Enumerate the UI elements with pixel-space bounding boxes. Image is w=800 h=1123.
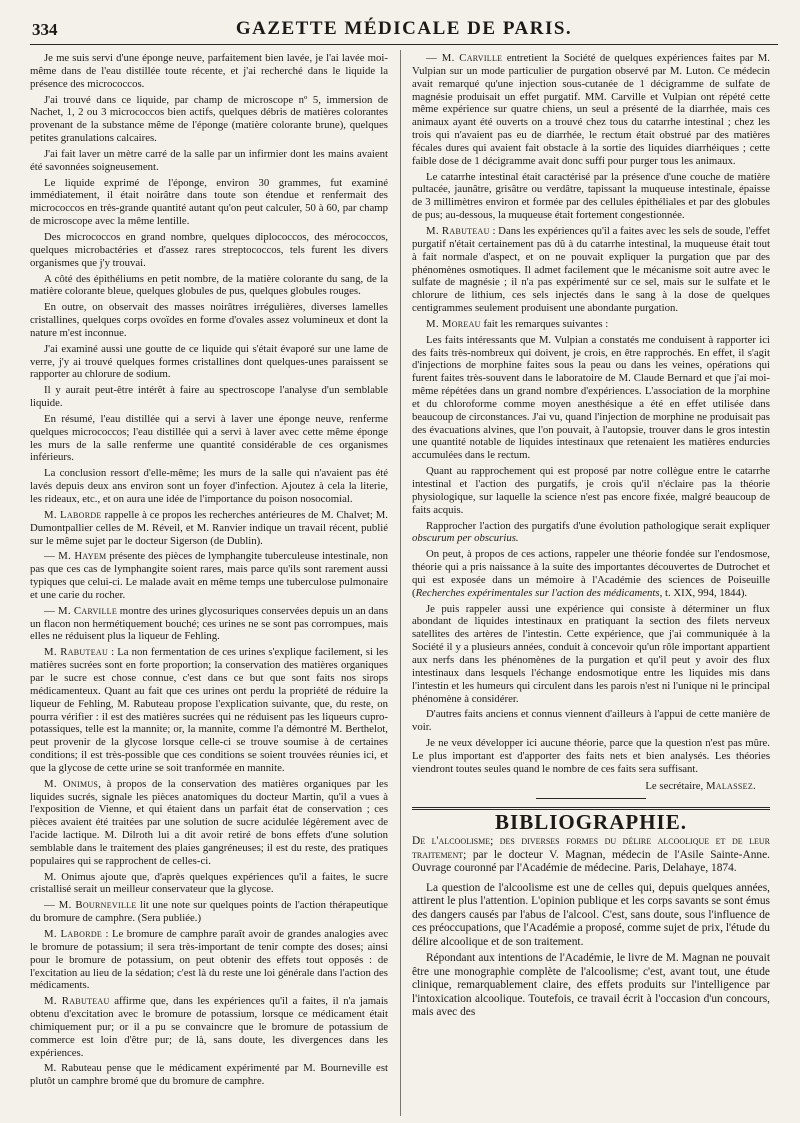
signature: [412, 780, 770, 793]
paragraph: En résumé, l'eau distillée qui a servi à laver une éponge neuve, renferme quelques micrococcos; l'eau distillée qui a servi à laver avec cette même éponge les murs de la salle renferme une quantité considérable de ces organismes inférieurs.: [30, 412, 388, 464]
paragraph-text: montre des urines glycosuriques conservées depuis un an dans un flacon non hermétiquement bouché; ces urines ne se sont pas corrompues, mais elles ne réduisent plus la liqueur de Fehling.: [30, 604, 388, 643]
paragraph: [30, 550, 388, 601]
paragraph: Quant au rapprochement qui est proposé par notre collègue entre le catarrhe intestinal et l'action des purgatifs, je crois qu'il n'éclaire pas la théorie physiologique, sur laquelle la science n'est pas encore fixée, malgré beaucoup de faits acquis.: [412, 465, 770, 516]
paragraph-text: , à propos de la conservation des matières organiques par les liquides sucrés, signale les pièces anatomiques du docteur Martin, qu'il a vues à l'exposition de Vienne, et qui étaient dans un parfait état de conservation ; ces pièces avaient été traitées par une solution de sucre acidulée légèrement avec de l'acide lactique. M. Dilroth lui a dit avoir retiré de bons effets d'une solution semblable dans le traitement des plaies gangréneuses; il est du reste, des pratiques populaires qui se rapprochent de celles-ci.: [30, 777, 388, 867]
bibliography-heading: BIBLIOGRAPHIE.: [495, 810, 687, 835]
paragraph-text: affirme que, dans les expériences qu'il a faites, il n'a jamais obtenu d'excitation avec le bromure de potassium, lorsque ce médicament était chimiquement pur; or il a pu se convaincre que le bromure de potassium de commerce est loin d'être pur; de là, sans doute, les divergences dans les expériences.: [30, 995, 388, 1059]
paragraph: [412, 548, 770, 599]
paragraph: [412, 52, 770, 168]
paragraph: J'ai examiné aussi une goutte de ce liquide qui s'était évaporé sur une lame de verre, j'y ai trouvé quelques formes cristallines dont quelques-unes paraissent se rapporter au chlorure de sodium.: [30, 342, 388, 381]
book-title: De l'alcoolisme; des diverses formes du délire alcoolique et de leur traitement: [412, 835, 770, 861]
paragraph: M. Onimus ajoute que, d'après quelques expériences qu'il a faites, le sucre cristallisé serait un meilleur conservateur que la glycose.: [30, 870, 388, 896]
bibliography-entry: [412, 835, 770, 876]
speaker-name: M. Onimus: [44, 777, 99, 790]
paragraph-text: fait les remarques suivantes :: [480, 317, 609, 330]
paragraph: [412, 520, 770, 546]
book-details: ; par le docteur V. Magnan, médecin de l'Asile Sainte-Anne. Ouvrage couronné par l'Académie de médecine. Paris, Delahaye, 1874.: [412, 848, 770, 875]
paragraph: J'ai fait laver un mètre carré de la salle par un infirmier dont les mains avaient été savonnées soigneusement.: [30, 147, 388, 173]
speaker-name: — M. Carville: [426, 52, 503, 64]
speaker-name: M. Laborde: [44, 928, 103, 940]
paragraph-text: : Dans les expériences qu'il a faites avec les sels de soude, l'effet purgatif n'était certainement pas dû à du catarrhe intestinal, la muqueuse était tout à fait normale d'aspect, et on ne pouvait expliquer la purgation que par des phénomènes osmotiques. Il admet facilement que le mécanisme soit autre avec le sulfate de magnésie ; il n'a pas expérimenté sur ce sel, mais sur le sulfate et le chlorure de lithium, ces sels injectés dans le sang à la dose de quelques centigrammes seulement produisent une abondante purgation.: [412, 224, 770, 315]
paragraph: [412, 225, 770, 315]
speaker-name: M. Rabuteau: [44, 646, 109, 659]
paragraph-text: , t. XIX, 994, 1844).: [659, 586, 748, 599]
paragraph: [30, 778, 388, 868]
paragraph-text: rappelle à ce propos les recherches antérieures de M. Chalvet; M. Dumontpallier celles de M. Réveil, et M. Ranvier indique un travail récent, publié sur le même sujet par le docteur Sigerson (de Dublin).: [30, 508, 388, 547]
paragraph: [30, 928, 388, 992]
column-divider: [400, 50, 401, 1116]
section-divider: [536, 798, 646, 799]
paragraph: [412, 318, 770, 331]
paragraph: [30, 995, 388, 1059]
paragraph: [30, 646, 388, 774]
paragraph: Les faits intéressants que M. Vulpian a constatés me conduisent à rapporter ici des faits très-nombreux qui doivent, je crois, en être rapprochés. En effet, il s'agit d'injections de morphine faites sous la peau ou dans les veines, opérations qui furent faites très-souvent dans le laboratoire de M. Claude Bernard et que j'ai moi-même répétées dans un grand nombre d'expériences. L'association de la morphine et du chloroforme comme moyen anesthésique a été en effet utilisée dans beaucoup de circonstances. J'ai vu, quand l'injection de morphine ne produisait pas des évacuations alvines, que l'on pouvait, à l'autopsie, trouver dans le gros intestin une quantité notable de liquides intestinaux que retenaient les matières endurcies accumulées dans le rectum.: [412, 333, 770, 462]
paragraph: Je puis rappeler aussi une expérience qui consiste à déterminer un flux abondant de liquides intestinaux en pratiquant la section des filets nerveux satellites des artères de l'intestin. Cette expérience, que j'ai communiquée à la Société il y a plusieurs années, conduit à concevoir qu'un rôle important appartient aux nerfs dans les phénomènes de la purgation et qu'il peut y avoir des flux intestinaux dans lesquels l'échange endosmotique entre les liquides mis dans l'intestin et les humeurs qui circulent dans les parois n'est ni l'unique ni le principal phénomène à considérer.: [412, 602, 770, 705]
paragraph: En outre, on observait des masses noirâtres irrégulières, diverses lamelles cristallines, quelques corps ovoïdes en forme d'ovales assez volumineux et dont la nature m'est inconnue.: [30, 301, 388, 339]
paragraph-text: entretient la Société de quelques expériences faites par M. Vulpian sur un mode particulier de purgation observé par M. Luton. Ce médecin avait remarqué qu'une injection sous-cutanée de 1 décigramme de sulfate de magnésie produisait un effet purgatif. MM. Carville et Vulpian ont répété cette même expérience sur quatre chiens, un seul a présenté de la diarrhée, mais ces animaux ayant été ouverts on a trouvé chez tous du catarrhe intestinal ; chez les trois qui n'avaient pas eu de diarrhée, le rectum était obstrué par des matières fécales dures qui avaient fait obstacle à la sortie des liquides diarrhéiques ; cette faible dose de 1 décigramme avait donc suffi pour purger tous les animaux.: [412, 52, 770, 167]
paragraph: Je ne veux développer ici aucune théorie, parce que la question n'est pas mûre. Le plus important est d'apporter des faits nets et bien analysés. Les théories viendront toutes seules quand le nombre de ces faits sera suffisant.: [412, 737, 770, 775]
paragraph: La question de l'alcoolisme est une de celles qui, depuis quelques années, attirent le plus l'attention. L'opinion publique et les corps savants se sont émus des dangers causés par l'abus de l'alcool. C'est, sans doute, sous l'influence de ces préoccupations, que l'Académie a proposé, comme sujet de prix, l'étude du délire alcoolique et de son traitement.: [412, 881, 770, 948]
paragraph: M. Rabuteau pense que le médicament expérimenté par M. Bourneville est plutôt un camphre bromé que du bromure de camphre.: [30, 1062, 388, 1088]
latin-phrase: obscurum per obscurius.: [412, 532, 519, 545]
paragraph-text: On peut, à propos de ces actions, rappeler une théorie fondée sur l'endosmose, théorie qui a pris naissance à la suite des importantes découvertes de Dutrochet et qui est exposée dans un mémoire à l'Académie des sciences de Poiseuille (: [412, 548, 770, 599]
left-column: [30, 52, 388, 1116]
speaker-name: — M. Carville: [44, 604, 118, 617]
paragraph: Le liquide exprimé de l'éponge, environ 30 grammes, fut examiné immédiatement, il était noirâtre dans toute son étendue et renfermait des micrococcos en très-grande quantité autant qu'on peut calculer, 50 à 60, par champ de microscope avec la même lentille.: [30, 176, 388, 228]
paragraph-text: : La non fermentation de ces urines s'explique facilement, si les matières sucrées sont en forte proportion; la conservation des matières organiques par le sucre est chose connue, c'est dans ce but que sont faits nos sirops médicamenteux. Quant au fait que ces urines ont perdu la propriété de réduire la liqueur de Fehling, M. Rabuteau propose l'explication suivante, que, du reste, on pourra vérifier : il est des matières sucrées qui ne réduisent pas les liqueurs cupro-potassiques, telle est la mannite; or, la mannite, comme l'a démontré M. Berthelot, peut provenir de la glycose lorsque celle-ci se trouve soumise à de certaines conditions; il est très-possible que ces conditions se soient trouvées réunies ici, et que la glycose de cette urine se soit tranformée en mannite.: [30, 646, 388, 774]
paragraph: Il y aurait peut-être intérêt à faire au spectroscope l'analyse d'un semblable liquide.: [30, 384, 388, 410]
speaker-name: M. Laborde: [44, 508, 102, 521]
paragraph: A côté des épithéliums en petit nombre, de la matière colorante du sang, de la matière colorante bleue, quelques globules de pus, quelques globules rouges.: [30, 272, 388, 298]
speaker-name: M. Rabuteau: [44, 995, 110, 1008]
paragraph: [30, 605, 388, 644]
paragraph: Répondant aux intentions de l'Académie, le livre de M. Magnan ne pouvait être une monographie complète de l'alcoolisme; c'est, avant tout, une étude clinique, remarquablement claire, des effets produits sur l'intelligence par l'intoxication alcoolique. Toutefois, ce travail écrit à l'occasion d'un concours, mais avec des: [412, 952, 770, 1019]
paragraph-text: présente des pièces de lymphangite tuberculeuse intestinale, non pas que ces cas de lymphangite soient rares, mais parce qu'ils sont rarement aussi typiques que celui-ci. Le malade avait en même temps une tuberculose pulmonaire et une carie du rocher.: [30, 550, 388, 601]
speaker-name: M. Rabuteau: [426, 224, 490, 237]
signature-role: Le secrétaire,: [645, 779, 706, 792]
paragraph: Des micrococcos en grand nombre, quelques diplococcos, des mérococcos, quelques microbactéries et d'assez rares streptococcos, tels furent les divers organismes que j'y trouvai.: [30, 230, 388, 269]
speaker-name: M. Moreau: [426, 317, 481, 330]
page-header: [30, 14, 778, 45]
speaker-name: — M. Bourneville: [44, 899, 137, 912]
paragraph: J'ai trouvé dans ce liquide, par champ de microscope nº 5, immersion de Nachet, 1, 2 ou 3 micrococcos bien actifs, quelques débris de matières colorantes provenant de la substance même de l'éponge (matière colorante brune), quelques petites granulations calcaires.: [30, 93, 388, 145]
paragraph-text: Rapprocher l'action des purgatifs d'une évolution pathologique serait expliquer: [426, 519, 770, 532]
paragraph: D'autres faits anciens et connus viennent d'ailleurs à l'appui de cette manière de voir.: [412, 708, 770, 734]
paragraph: [30, 899, 388, 925]
paragraph: [30, 509, 388, 548]
paragraph-text: : Le bromure de camphre paraît avoir de grandes analogies avec le bromure de potassium; il sera très-important de tenir compte des doses; ainsi pour le bromure de potassium, on peut obtenir des effets tout opposés : de l'excitation au lieu de la sédation; c'est là du reste une loi générale dans l'action des médicaments.: [30, 928, 388, 992]
right-column: [412, 52, 770, 1116]
paragraph: Le catarrhe intestinal était caractérisé par la présence d'une couche de matière pultacée, jaunâtre, grisâtre ou verdâtre, tapissant la muqueuse intestinale, épaisse de 3 millimètres environ et formée par des cellules épithéliales et par des globules de pus; au-dessous, la muqueuse était fortement congestionnée.: [412, 170, 770, 222]
speaker-name: — M. Hayem: [44, 550, 107, 563]
paragraph: Je me suis servi d'une éponge neuve, parfaitement bien lavée, je l'ai lavée moi-même dans de l'eau distillée toute récente, et j'ai recherché dans le liquide la présence des micrococcos.: [30, 52, 388, 90]
paragraph: La conclusion ressort d'elle-même; les murs de la salle qui n'avaient pas été lavés depuis deux ans environ sont un foyer d'infection. Ajoutez à cela la literie, les rideaux, etc., et on aura une idée de l'importance du poison nosocomial.: [30, 467, 388, 505]
page-number: 334: [32, 20, 58, 39]
paragraph-text: lit une note sur quelques points de l'action thérapeutique du bromure de camphre. (Sera publiée.): [30, 899, 388, 925]
running-head: GAZETTE MÉDICALE DE PARIS.: [235, 18, 573, 39]
cited-work-title: Recherches expérimentales sur l'action des médicaments: [415, 586, 660, 599]
signature-name: Malassez.: [705, 779, 756, 792]
